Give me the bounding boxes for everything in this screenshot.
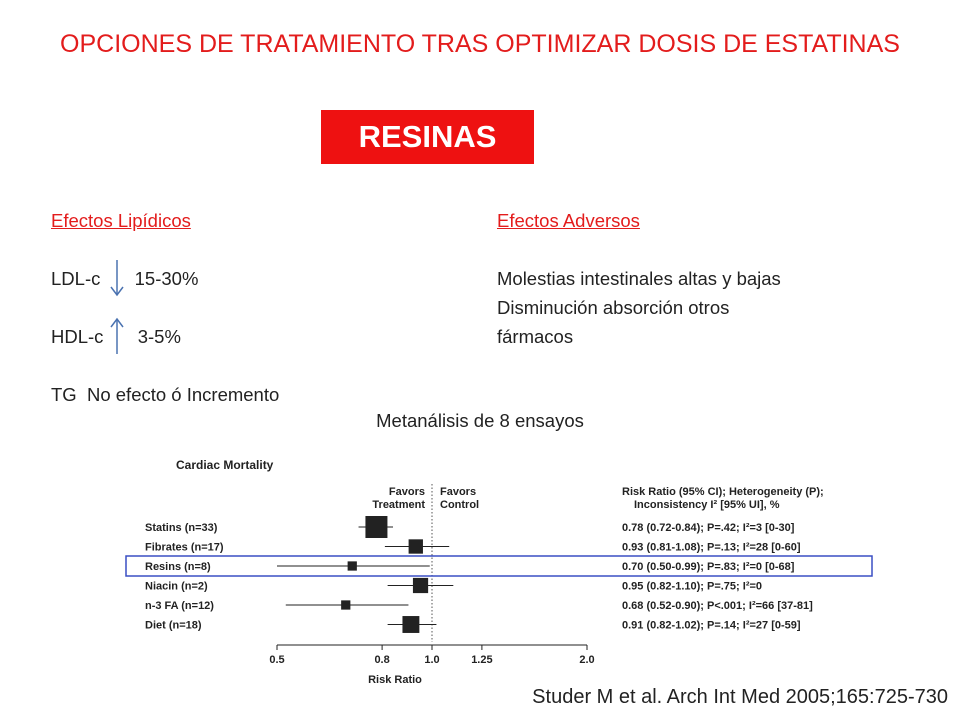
adverse-line-1: Molestias intestinales altas y bajas (497, 268, 781, 289)
point-estimate (413, 578, 428, 593)
stats-header: Risk Ratio (95% CI); Heterogeneity (P); (622, 486, 824, 498)
favors-control-label: Control (440, 499, 480, 511)
point-estimate (341, 600, 350, 609)
row-label: Resins (n=8) (145, 561, 211, 573)
lipid-effects-section (51, 206, 279, 409)
adverse-effects-heading: Efectos Adversos (497, 210, 640, 231)
favors-treatment-label: Favors (388, 486, 425, 498)
favors-control-label: Favors (440, 486, 477, 498)
row-stats: 0.78 (0.72-0.84); P=.42; I²=3 [0-30] (622, 522, 795, 534)
row-label: Statins (n=33) (145, 522, 218, 534)
row-stats: 0.70 (0.50-0.99); P=.83; I²=0 [0-68] (622, 561, 795, 573)
point-estimate (348, 561, 357, 570)
citation: Studer M et al. Arch Int Med 2005;165:725-730 (532, 686, 948, 708)
x-axis-label: Risk Ratio (368, 674, 422, 686)
stats-header: Inconsistency I² [95% UI], % (634, 499, 780, 511)
meta-analysis-title: Metanálisis de 8 ensayos (376, 410, 584, 431)
resinas-badge: RESINAS (321, 110, 534, 164)
adverse-effects-section (497, 206, 781, 351)
row-label: n-3 FA (n=12) (145, 600, 214, 612)
row-label: Diet (n=18) (145, 619, 202, 632)
x-tick-label: 2.0 (579, 654, 595, 666)
hdl-row (51, 322, 279, 351)
x-tick-label: 1.25 (471, 654, 493, 666)
hdl-value: 3-5% (137, 326, 181, 347)
row-stats: 0.93 (0.81-1.08); P=.13; I²=28 [0-60] (622, 541, 801, 554)
highlight-box (126, 556, 872, 576)
row-label: Fibrates (n=17) (145, 541, 224, 554)
ldl-value: 15-30% (134, 268, 199, 289)
tg-row: TG No efecto ó Incremento (51, 384, 280, 405)
ldl-row (51, 264, 279, 293)
x-tick-label: 1.0 (424, 654, 440, 666)
lipid-effects-heading: Efectos Lipídicos (51, 210, 191, 231)
arrow-up-icon (109, 316, 125, 356)
adverse-line-3: fármacos (497, 326, 574, 347)
x-tick-label: 0.8 (374, 654, 390, 666)
row-label: Niacin (n=2) (145, 580, 208, 593)
slide-title: OPCIONES DE TRATAMIENTO TRAS OPTIMIZAR DOSIS DE ESTATINAS (60, 30, 900, 58)
row-stats: 0.95 (0.82-1.10); P=.75; I²=0 (622, 580, 763, 593)
arrow-down-icon (109, 258, 125, 298)
point-estimate (365, 516, 387, 538)
forest-title: Cardiac Mortality (176, 458, 274, 472)
hdl-label: HDL-c (51, 326, 104, 347)
point-estimate (409, 539, 423, 553)
row-stats: 0.68 (0.52-0.90); P<.001; I²=66 [37-81] (622, 600, 813, 612)
ldl-label: LDL-c (51, 268, 101, 289)
row-stats: 0.91 (0.82-1.02); P=.14; I²=27 [0-59] (622, 619, 801, 632)
favors-treatment-label: Treatment (372, 499, 425, 511)
adverse-line-2: Disminución absorción otros (497, 297, 730, 318)
point-estimate (402, 616, 419, 633)
x-tick-label: 0.5 (269, 654, 285, 666)
